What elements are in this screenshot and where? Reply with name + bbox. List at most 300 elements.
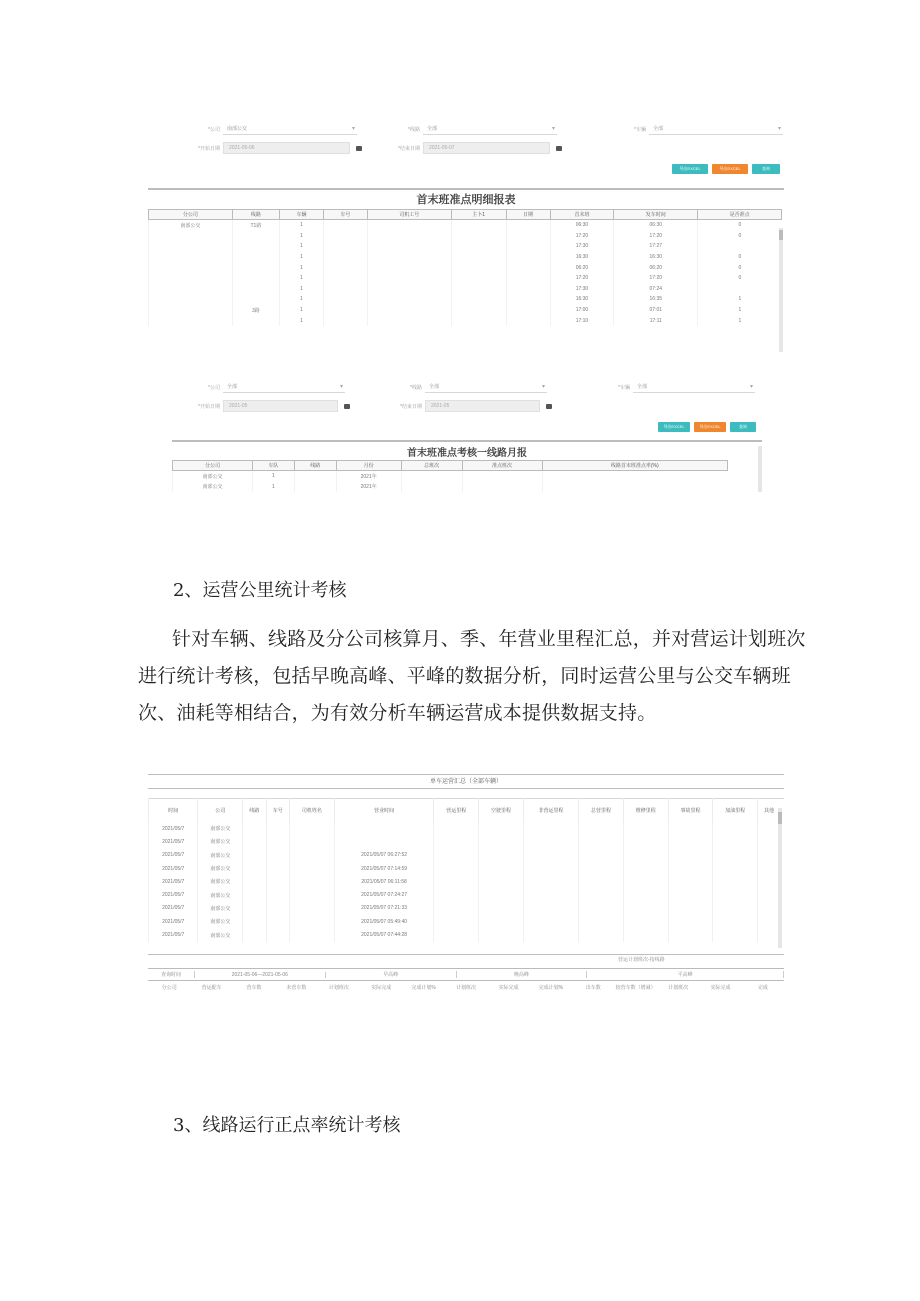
table-row[interactable] (149, 928, 781, 941)
table-cell (367, 305, 451, 316)
table-cell (506, 220, 550, 231)
table-cell (623, 902, 668, 915)
column-header: 总营里程 (579, 798, 624, 822)
table-cell (290, 928, 335, 941)
calendar-icon[interactable] (344, 404, 350, 409)
table-cell: 南部公交 (198, 888, 243, 901)
table-cell: 16:30 (550, 294, 614, 305)
column-header: 线路 (294, 461, 336, 471)
table-cell: 1 (698, 294, 782, 305)
export-excel-button[interactable]: 导出EXCEL (672, 164, 708, 174)
table-cell (713, 928, 758, 941)
table-cell (451, 231, 506, 242)
company-select[interactable]: 全部 ▾ (223, 382, 345, 393)
table-row[interactable] (149, 849, 781, 862)
table-cell (149, 231, 233, 242)
table-cell: 16:30 (614, 252, 698, 263)
action-buttons (672, 164, 780, 174)
table-cell (579, 902, 624, 915)
table-cell (758, 888, 780, 901)
table-cell: 南部公交 (198, 835, 243, 848)
table-cell (451, 252, 506, 263)
table-cell (334, 835, 434, 848)
column-header: 日期 (506, 210, 550, 220)
table-cell (323, 273, 367, 284)
column-header: 线路首末班准点率(%) (542, 461, 728, 471)
table-row[interactable] (149, 862, 781, 875)
table-cell (668, 862, 713, 875)
report-screenshot-detail (148, 118, 784, 354)
table-cell: 2021/05/7 (149, 822, 198, 835)
table-cell: 南部公交 (149, 220, 233, 231)
table-row[interactable] (149, 241, 782, 252)
table-cell (758, 822, 780, 835)
table-cell: 2021/05/07 05:49:40 (334, 915, 434, 928)
table-cell (367, 284, 451, 295)
table-cell (523, 915, 578, 928)
table-cell (668, 928, 713, 941)
summary-column-label: 分公司 (161, 985, 177, 991)
table-cell: 16:30 (550, 252, 614, 263)
table-cell: 2021/05/7 (149, 875, 198, 888)
table-row[interactable] (149, 294, 782, 305)
table-cell: 2021/05/07 06:11:58 (334, 875, 434, 888)
column-header: 非营运里程 (523, 798, 578, 822)
summary-header-row (148, 968, 784, 981)
table-cell (149, 252, 233, 263)
table-cell: 1 (280, 220, 324, 231)
table-cell: 2021/05/7 (149, 835, 198, 848)
table-cell: 17:00 (550, 305, 614, 316)
table-cell (232, 273, 279, 284)
table-cell: 17:20 (550, 231, 614, 242)
section-heading: 2、运营公里统计考核 (173, 580, 347, 601)
table-cell (623, 915, 668, 928)
table-cell: 1 (698, 315, 782, 326)
summary-header-cell: 早高峰 (326, 971, 457, 978)
table-cell: 2021/05/7 (149, 902, 198, 915)
column-header: 准点班次 (462, 461, 542, 471)
column-header: 总班次 (401, 461, 462, 471)
table-cell (479, 888, 524, 901)
table-cell (451, 273, 506, 284)
table-cell (523, 888, 578, 901)
table-cell (149, 305, 233, 316)
table-cell (434, 928, 479, 941)
table-cell: 16:35 (614, 294, 698, 305)
company-filter[interactable]: *公司 南部公交 ▾ (192, 124, 357, 135)
table-cell: 南部公交 (173, 471, 253, 482)
end-date-filter[interactable]: *结束日期 2021-05-07 (392, 142, 562, 154)
table-row[interactable] (149, 315, 782, 326)
table-cell (367, 273, 451, 284)
table-cell: 07:01 (614, 305, 698, 316)
table-cell (523, 902, 578, 915)
table-cell (623, 822, 668, 835)
start-date-input[interactable]: 2021-05-06 (223, 142, 350, 154)
table-cell (232, 241, 279, 252)
table-cell (290, 875, 335, 888)
table-cell (232, 252, 279, 263)
table-cell (323, 305, 367, 316)
action-buttons (658, 422, 756, 432)
table-cell (434, 849, 479, 862)
table-cell: 2021/05/07 07:44:28 (334, 928, 434, 941)
table-cell (434, 822, 479, 835)
table-cell (367, 220, 451, 231)
table-cell (713, 835, 758, 848)
table-cell: 南部公交 (198, 875, 243, 888)
table-cell (294, 482, 336, 493)
table-cell (479, 849, 524, 862)
table-cell (451, 220, 506, 231)
table-cell (232, 231, 279, 242)
table-cell (579, 835, 624, 848)
table-cell (713, 849, 758, 862)
table-cell (149, 294, 233, 305)
table-cell (506, 305, 550, 316)
summary-column-label: 计划班次 (456, 985, 477, 991)
table-cell (713, 915, 758, 928)
table-cell (232, 294, 279, 305)
table-cell (323, 315, 367, 326)
column-header: 加油里程 (713, 798, 758, 822)
column-header: 车号 (266, 798, 289, 822)
scrollbar[interactable] (779, 228, 783, 352)
vehicle-select[interactable]: 全部 ▾ (633, 382, 755, 393)
report-title: 首末班准点考核一线路月报 (407, 448, 527, 459)
table-cell: 0 (698, 231, 782, 242)
table-cell (367, 241, 451, 252)
table-cell (243, 862, 266, 875)
line-filter[interactable]: *线路 全部 ▾ (394, 382, 547, 393)
monthly-table (172, 460, 728, 492)
company-select[interactable]: 南部公交 ▾ (223, 124, 357, 135)
vehicle-select[interactable]: 全部 ▾ (649, 124, 783, 135)
table-cell (506, 284, 550, 295)
table-cell (434, 902, 479, 915)
table-cell (266, 822, 289, 835)
table-cell (462, 482, 542, 493)
table-cell: 2021/05/7 (149, 888, 198, 901)
export-excel-button[interactable]: 导出EXCEL (712, 164, 748, 174)
table-cell (451, 284, 506, 295)
table-cell (758, 902, 780, 915)
column-header: 主卜1 (451, 210, 506, 220)
table-cell: 06:20 (550, 262, 614, 273)
table-cell: 2021/05/7 (149, 915, 198, 928)
table-cell (668, 875, 713, 888)
report-screenshot-vehicle-summary (148, 772, 784, 1004)
table-cell (758, 915, 780, 928)
detail-table (148, 209, 782, 326)
table-cell (243, 822, 266, 835)
table-row[interactable] (173, 482, 728, 493)
report-title: 单车运营汇总（全部车辆） (429, 778, 502, 785)
table-cell (523, 862, 578, 875)
table-cell (579, 915, 624, 928)
table-cell (243, 915, 266, 928)
table-cell (451, 294, 506, 305)
table-cell (668, 849, 713, 862)
column-header: 司机工号 (367, 210, 451, 220)
table-row[interactable] (149, 888, 781, 901)
table-cell (506, 262, 550, 273)
table-cell (506, 252, 550, 263)
line-filter[interactable]: *线路 全部 ▾ (392, 124, 557, 135)
table-cell (713, 822, 758, 835)
scrollbar-thumb[interactable] (778, 812, 782, 824)
table-cell: 17:20 (550, 273, 614, 284)
table-cell: 0 (698, 220, 782, 231)
table-cell (668, 902, 713, 915)
divider (172, 440, 762, 442)
report-screenshot-monthly (172, 376, 762, 494)
table-cell: 07:24 (614, 284, 698, 295)
table-row[interactable] (149, 822, 781, 835)
table-row[interactable] (173, 471, 728, 482)
table-cell (232, 262, 279, 273)
table-cell (434, 835, 479, 848)
table-cell: 2021/05/7 (149, 862, 198, 875)
table-cell: 1 (698, 305, 782, 316)
table-row[interactable] (149, 252, 782, 263)
end-month-filter[interactable]: *结束日期 2021-05 (394, 400, 552, 412)
table-cell (290, 835, 335, 848)
line-select[interactable]: 全部 ▾ (423, 124, 557, 135)
table-cell (266, 928, 289, 941)
summary-column-label: 较营车数（增减） (615, 985, 656, 991)
table-cell: T1路 (232, 220, 279, 231)
table-cell: 1 (252, 471, 294, 482)
table-cell: 2021/05/7 (149, 849, 198, 862)
table-cell (290, 888, 335, 901)
table-cell (232, 315, 279, 326)
table-row[interactable] (149, 262, 782, 273)
table-cell (323, 294, 367, 305)
line-select[interactable]: 全部 ▾ (425, 382, 547, 393)
table-cell: 06:30 (550, 220, 614, 231)
table-cell (579, 928, 624, 941)
table-cell (290, 862, 335, 875)
table-cell: 1 (280, 231, 324, 242)
table-cell: 17:30 (550, 241, 614, 252)
table-cell: 17:27 (614, 241, 698, 252)
table-cell: 南部公交 (198, 902, 243, 915)
column-header: 营运里程 (434, 798, 479, 822)
table-cell: 0 (698, 273, 782, 284)
table-cell (266, 862, 289, 875)
table-cell (523, 835, 578, 848)
calendar-icon[interactable] (556, 146, 562, 151)
table-cell (623, 928, 668, 941)
summary-header-cell: 平高峰 (587, 971, 784, 978)
export-excel-button[interactable]: 导出EXCEL (658, 422, 690, 432)
table-cell: 2021/05/7 (149, 928, 198, 941)
table-cell (290, 822, 335, 835)
column-header: 首末班 (550, 210, 614, 220)
table-cell: 南部公交 (198, 915, 243, 928)
table-cell (758, 928, 780, 941)
table-cell (323, 252, 367, 263)
table-cell (367, 231, 451, 242)
summary-columns-row (148, 984, 784, 1002)
end-date-input[interactable]: 2021-05-07 (423, 142, 550, 154)
company-filter[interactable]: *公司 全部 ▾ (192, 382, 345, 393)
table-cell (434, 875, 479, 888)
table-cell (323, 241, 367, 252)
calendar-icon[interactable] (356, 146, 362, 151)
vehicle-summary-table (148, 798, 780, 942)
section-paragraph: 针对车辆、线路及分公司核算月、季、年营业里程汇总，并对营运计划班次进行统计考核，包括早晚高峰、平峰的数据分析，同时运营公里与公交车辆班次、油耗等相结合，为有效分析车辆运营成本提供数据支持。 (138, 628, 806, 724)
summary-column-label: 计划班次 (328, 985, 349, 991)
table-cell: 南部公交 (198, 862, 243, 875)
table-cell (479, 928, 524, 941)
table-row[interactable] (149, 875, 781, 888)
table-cell (668, 835, 713, 848)
table-cell (243, 835, 266, 848)
start-date-filter[interactable]: *开始日期 2021-05-06 (192, 142, 362, 154)
table-cell: 2021/05/07 07:14:59 (334, 862, 434, 875)
divider (148, 188, 784, 190)
scrollbar[interactable] (778, 808, 782, 948)
column-header: 事故里程 (668, 798, 713, 822)
table-cell (579, 849, 624, 862)
vehicle-filter[interactable]: *车辆 全部 ▾ (618, 124, 783, 135)
table-cell (668, 888, 713, 901)
table-cell (698, 241, 782, 252)
summary-header-cell: 查询时间 (148, 971, 195, 978)
column-header: 分公司 (173, 461, 253, 471)
summary-column-label: 计划班次 (668, 985, 689, 991)
summary-column-label: 未营车数 (286, 985, 307, 991)
table-cell (758, 862, 780, 875)
query-button[interactable]: 查询 (730, 422, 756, 432)
table-cell: 1 (252, 482, 294, 493)
table-cell (523, 928, 578, 941)
table-cell (367, 315, 451, 326)
table-cell (266, 888, 289, 901)
table-cell (149, 315, 233, 326)
table-row[interactable] (149, 231, 782, 242)
start-month-input[interactable]: 2021-05 (223, 400, 338, 412)
table-cell: 3路 (232, 305, 279, 316)
table-cell (523, 849, 578, 862)
table-cell: 1 (280, 284, 324, 295)
table-cell (479, 862, 524, 875)
table-cell (243, 902, 266, 915)
scrollbar-thumb[interactable] (779, 230, 783, 240)
scrollbar[interactable] (758, 446, 762, 492)
table-cell: 1 (280, 241, 324, 252)
table-cell (579, 862, 624, 875)
table-cell (266, 902, 289, 915)
table-row[interactable] (149, 915, 781, 928)
table-cell: 2021/05/07 06:27:52 (334, 849, 434, 862)
table-cell (323, 231, 367, 242)
table-cell (623, 875, 668, 888)
query-button[interactable]: 查询 (752, 164, 780, 174)
table-row[interactable] (149, 284, 782, 295)
section-heading: 3、线路运行正点率统计考核 (173, 1115, 401, 1136)
table-cell (266, 915, 289, 928)
table-cell (434, 888, 479, 901)
column-header: 车队 (252, 461, 294, 471)
table-row[interactable] (149, 220, 782, 231)
table-cell (668, 822, 713, 835)
table-cell (367, 252, 451, 263)
summary-column-label: 完成计划% (411, 985, 436, 991)
column-header: 营业时间 (334, 798, 434, 822)
table-cell (232, 284, 279, 295)
table-cell (479, 902, 524, 915)
column-header: 分公司 (149, 210, 233, 220)
table-cell (451, 305, 506, 316)
table-row[interactable] (149, 835, 781, 848)
table-cell (451, 241, 506, 252)
table-cell (758, 835, 780, 848)
table-cell (149, 273, 233, 284)
table-cell: 1 (280, 273, 324, 284)
table-cell: 17:30 (550, 284, 614, 295)
table-cell (434, 915, 479, 928)
table-cell: 06:30 (614, 220, 698, 231)
table-cell (698, 284, 782, 295)
summary-title: 营运计划班次-按线路 (618, 957, 665, 963)
table-row[interactable] (149, 305, 782, 316)
table-cell: 南部公交 (198, 928, 243, 941)
table-cell (451, 315, 506, 326)
table-cell (266, 875, 289, 888)
table-cell: 南部公交 (198, 822, 243, 835)
divider (148, 954, 784, 955)
summary-column-label: 营车数 (246, 985, 262, 991)
table-cell: 17:20 (614, 231, 698, 242)
column-header: 维修里程 (623, 798, 668, 822)
summary-column-label: 实际完成 (371, 985, 392, 991)
table-cell (266, 849, 289, 862)
table-cell (523, 875, 578, 888)
end-month-input[interactable]: 2021-05 (425, 400, 540, 412)
table-cell (506, 231, 550, 242)
table-cell (506, 294, 550, 305)
column-header: 其他 (758, 798, 780, 822)
calendar-icon[interactable] (546, 404, 552, 409)
vehicle-filter[interactable]: *车辆 全部 ▾ (602, 382, 755, 393)
table-cell (623, 835, 668, 848)
table-cell: 17:11 (614, 315, 698, 326)
summary-column-label: 营运配车 (201, 985, 222, 991)
table-cell (323, 262, 367, 273)
table-cell (713, 875, 758, 888)
table-row[interactable] (149, 273, 782, 284)
table-cell (243, 928, 266, 941)
divider (148, 788, 784, 789)
start-month-filter[interactable]: *开始日期 2021-05 (192, 400, 350, 412)
table-row[interactable] (149, 902, 781, 915)
table-cell (462, 471, 542, 482)
export-excel-button[interactable]: 导出EXCEL (694, 422, 726, 432)
table-cell (401, 482, 462, 493)
table-cell (367, 294, 451, 305)
table-cell (323, 284, 367, 295)
column-header: 线路 (243, 798, 266, 822)
table-cell (579, 875, 624, 888)
table-cell: 0 (698, 252, 782, 263)
column-header: 时间 (149, 798, 198, 822)
table-cell (623, 888, 668, 901)
table-cell (243, 875, 266, 888)
